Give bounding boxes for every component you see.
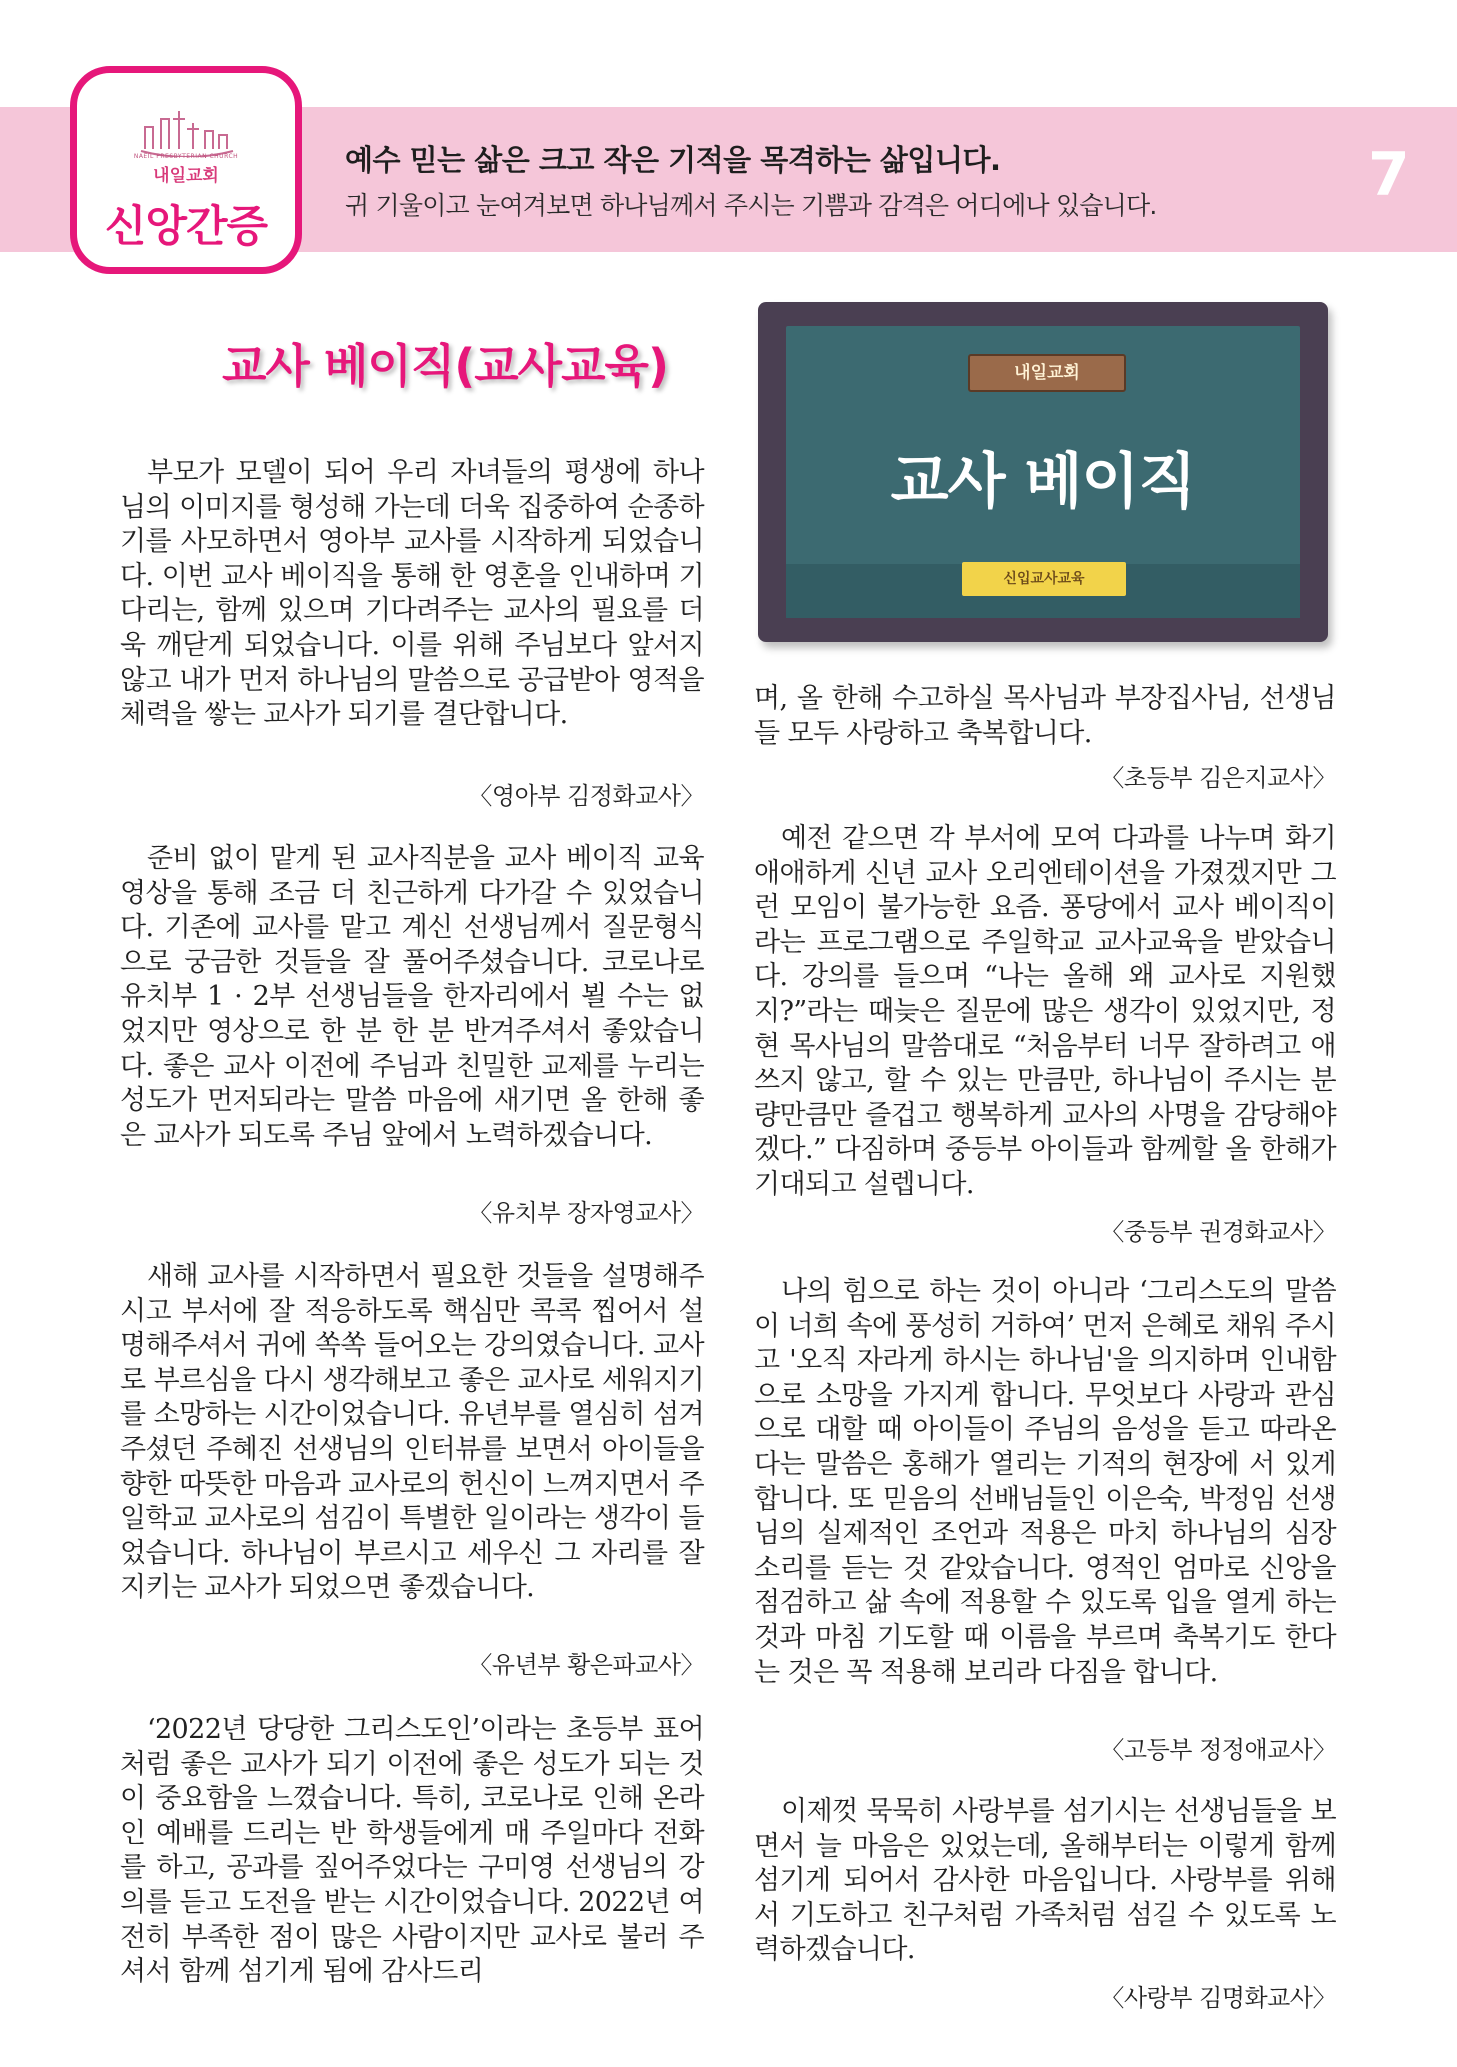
testimony-text: ‘2022년 당당한 그리스도인’이라는 초등부 표어처럼 좋은 교사가 되기 이전에 좋은 성도가 되는 것이 중요함을 느꼈습니다. 특히, 코로나로 인해 온라인 예배를 드리는 반 학생들에게 매 주일마다 전화를 하고, 공과를 짚어주었다는 구미영 선생님의 강의를 듣고 도전을 받는 시간이었습니다. 2022년 여전히 부족한 점이 많은 사람이지만 교사로 불러 주셔서 함께 섬기게 됨에 감사드리: [120, 1714, 704, 1988]
testimony-author: 〈영아부 김정화교사〉: [468, 782, 704, 810]
testimony-author: 〈유치부 장자영교사〉: [468, 1199, 704, 1227]
testimony-3: [120, 1260, 704, 1606]
testimony-4: [120, 1713, 704, 1990]
testimony-text: 새해 교사를 시작하면서 필요한 것들을 설명해주시고 부서에 잘 적응하도록 핵심만 콕콕 찝어서 설명해주셔서 귀에 쏙쏙 들어오는 강의였습니다. 교사로 부르심을 다시 생각해보고 좋은 교사로 세워지기를 소망하는 시간이었습니다. 유년부를 열심히 섬겨주셨던 주혜진 선생님의 인터뷰를 보면서 아이들을 향한 따뜻한 마음과 교사로의 헌신이 느껴지면서 주일학교 교사로의 섬김이 특별한 일이라는 생각이 들었습니다. 하나님이 부르시고 세우신 그 자리를 잘 지키는 교사가 되었으면 좋겠습니다.: [120, 1261, 704, 1604]
board-ribbon: 신입교사교육: [962, 562, 1126, 596]
testimony-author: 〈고등부 정정애교사〉: [1100, 1736, 1336, 1764]
testimony-text: 예전 같으면 각 부서에 모여 다과를 나누며 화기애애하게 신년 교사 오리엔테이션을 가졌겠지만 그런 모임이 불가능한 요즘. 퐁당에서 교사 베이직이라는 프로그램으로 주일학교 교사교육을 받았습니다. 강의를 들으며 “나는 올해 왜 교사로 지원했지?”라는 때늦은 질문에 많은 생각이 있었지만, 정현 목사님의 말씀대로 “처음부터 너무 잘하려고 애쓰지 않고, 할 수 있는 만큼만, 하나님이 주시는 분량만큼만 즐겁고 행복하게 교사의 사명을 감당해야겠다.” 다짐하며 중등부 아이들과 함께할 올 한해가 기대되고 설렙니다.: [754, 823, 1336, 1200]
testimony-2: [120, 842, 704, 1153]
testimony-text: 며, 올 한해 수고하실 목사님과 부장집사님, 선생님들 모두 사랑하고 축복합니다.: [754, 683, 1336, 749]
article-title: 교사 베이직(교사교육): [222, 339, 668, 393]
header-subline: 귀 기울이고 눈여겨보면 하나님께서 주시는 기쁨과 감격은 어디에나 있습니다.: [345, 191, 1157, 220]
testimony-1: [120, 456, 704, 733]
page-number: 7: [1368, 140, 1410, 210]
testimony-author: 〈사랑부 김명화교사〉: [1100, 1984, 1336, 2012]
testimony-6: [754, 1275, 1336, 1690]
board-sign: 내일교회: [968, 354, 1126, 392]
board-surface: [786, 326, 1300, 618]
church-logo-icon: [139, 105, 235, 157]
logo-subtitle: NAEIL PRESBYTERIAN CHURCH: [133, 153, 239, 160]
board-title: 교사 베이직: [890, 447, 1196, 517]
testimony-author: 〈중등부 권경화교사〉: [1100, 1218, 1336, 1246]
testimony-text: 부모가 모델이 되어 우리 자녀들의 평생에 하나님의 이미지를 형성해 가는데 더욱 집중하여 순종하기를 사모하면서 영아부 교사를 시작하게 되었습니다. 이번 교사 베이직을 통해 한 영혼을 인내하며 기다리는, 함께 있으며 기다려주는 교사의 필요를 더욱 깨닫게 되었습니다. 이를 위해 주님보다 앞서지 않고 내가 먼저 하나님의 말씀으로 공급받아 영적을 체력을 쌓는 교사가 되기를 결단합니다.: [120, 457, 704, 731]
header-headline: 예수 믿는 삶은 크고 작은 기적을 목격하는 삶입니다.: [345, 143, 1001, 177]
testimony-text: 준비 없이 맡게 된 교사직분을 교사 베이직 교육영상을 통해 조금 더 친근하게 다가갈 수 있었습니다. 기존에 교사를 맡고 계신 선생님께서 질문형식으로 궁금한 것들을 잘 풀어주셨습니다. 코로나로 유치부 1 · 2부 선생님들을 한자리에서 뵐 수는 없었지만 영상으로 한 분 한 분 반겨주셔서 좋았습니다. 좋은 교사 이전에 주님과 친밀한 교제를 누리는 성도가 먼저되라는 말씀 마음에 새기면 올 한해 좋은 교사가 되도록 주님 앞에서 노력하겠습니다.: [120, 843, 704, 1151]
testimony-text: 나의 힘으로 하는 것이 아니라 ‘그리스도의 말씀이 너희 속에 풍성히 거하여’ 먼저 은혜로 채워 주시고 '오직 자라게 하시는 하나님'을 의지하며 인내함으로 소망을 가지게 합니다. 무엇보다 사랑과 관심으로 대할 때 아이들이 주님의 음성을 듣고 따라온다는 말씀은 홍해가 열리는 기적의 현장에 서 있게 합니다. 또 믿음의 선배님들인 이은숙, 박정임 선생님의 실제적인 조언과 적용은 마치 하나님의 심장소리를 듣는 것 같았습니다. 영적인 엄마로 신앙을 점검하고 삶 속에 적용할 수 있도록 입을 열게 하는 것과 마침 기도할 때 이름을 부르며 축복기도 한다는 것은 꼭 적용해 보리라 다짐을 합니다.: [754, 1276, 1336, 1688]
testimony-4-continued: [754, 682, 1336, 751]
testimony-7: [754, 1795, 1336, 1968]
section-title: 신앙간증: [104, 202, 268, 252]
testimony-author: 〈초등부 김은지교사〉: [1100, 764, 1336, 792]
section-badge: [70, 66, 302, 274]
testimony-text: 이제껏 묵묵히 사랑부를 섬기시는 선생님들을 보면서 늘 마음은 있었는데, 올해부터는 이렇게 함께 섬기게 되어서 감사한 마음입니다. 사랑부를 위해서 기도하고 친구처럼 가족처럼 섬길 수 있도록 노력하겠습니다.: [754, 1796, 1336, 1966]
article-image: [758, 302, 1328, 642]
logo-text: 내일교회: [153, 166, 219, 186]
testimony-author: 〈유년부 황은파교사〉: [468, 1651, 704, 1679]
testimony-5: [754, 822, 1336, 1203]
